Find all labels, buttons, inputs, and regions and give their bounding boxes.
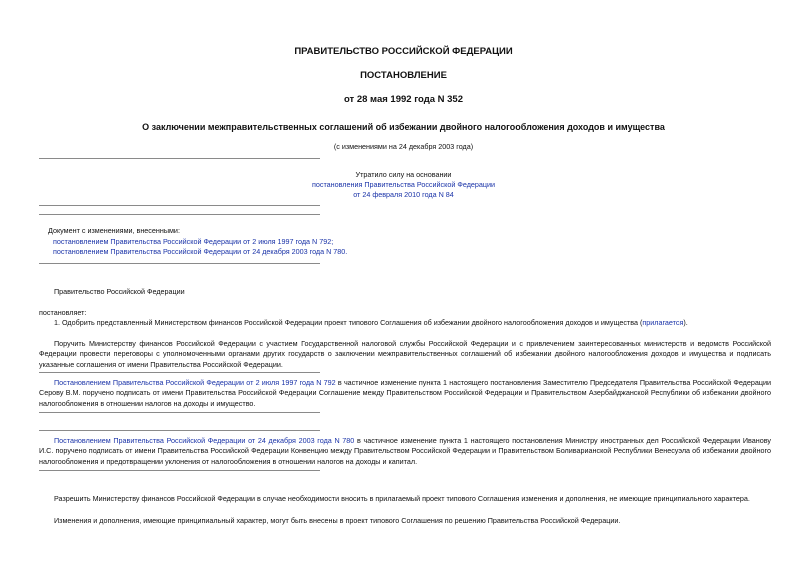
change-link-1997[interactable]: постановлением Правительства Российской Федерации от 2 июля 1997 года N 792; xyxy=(53,237,334,246)
changes-label: Документ с изменениями, внесенными: xyxy=(48,226,180,235)
paragraph-2: Поручить Министерству финансов Российской Федерации с участием Государственной налоговой службы Российской Федерации и с привлечением заинтересованных министерств и ведомств Российской Федерации провести переговоры с уполномоченными органами других государств о заключении межправительственных соглашений об избежании двойного налогообложения доходов и имущества и подписать указанные соглашения от имени Правительства Российской Федерации. xyxy=(39,339,771,369)
issuer-text: Правительство Российской Федерации xyxy=(54,287,185,296)
note-2003: Постановлением Правительства Российской Федерации от 24 декабря 2003 года N 780 в частичное изменение пункта 1 настоящего постановления Министру иностранных дел Российской Федерации Иванову И.С. поручено подписать от имени Правительства Российской Федерации Конвенцию между Правительством Российской Федерации и Правительством Боливарианской Республики Венесуэла об избежании двойного налогообложения и предотвращении уклонения от налогообложения в отношении налогов на доходы и капитал. xyxy=(39,436,771,466)
divider xyxy=(39,158,320,159)
amendment-note: (с изменениями на 24 декабря 2003 года) xyxy=(333,142,474,151)
divider xyxy=(39,470,320,471)
government-heading: ПРАВИТЕЛЬСТВО РОССИЙСКОЙ ФЕДЕРАЦИИ xyxy=(294,46,513,57)
document-title: О заключении межправительственных соглашений об избежании двойного налогообложения доходов и имущества xyxy=(142,122,665,132)
repeal-text: Утратило силу на основании xyxy=(355,170,452,179)
divider xyxy=(39,430,320,431)
document-type: ПОСТАНОВЛЕНИЕ xyxy=(360,70,447,81)
document-date-number: от 28 мая 1992 года N 352 xyxy=(343,94,464,105)
repeal-link[interactable]: постановления Правительства Российской Федерации xyxy=(311,180,496,189)
note-1997: Постановлением Правительства Российской Федерации от 2 июля 1997 года N 792 в частичное изменение пункта 1 настоящего постановления Заместителю Председателя Правительства Российской Федерации Серову В.М. поручено подписать от имени Правительства Российской Федерации Соглашение между Правительством Российской Федерации и Правительством Азербайджанской Республики об избежании двойного налогообложения в отношении налогов на доходы и имущество. xyxy=(39,378,771,408)
divider xyxy=(39,263,320,264)
divider xyxy=(39,214,320,215)
paragraph-1: 1. Одобрить представленный Министерством финансов Российской Федерации проект типового Соглашения об избежании двойного налогообложения доходов и имущества (прилагается). xyxy=(54,318,688,327)
divider xyxy=(39,372,320,373)
note-1997-link[interactable]: Постановлением Правительства Российской Федерации от 2 июля 1997 года N 792 xyxy=(54,378,336,387)
paragraph-3: Разрешить Министерству финансов Российской Федерации в случае необходимости вносить в прилагаемый проект типового Соглашения изменения и дополнения, не имеющие принципиального характера. xyxy=(54,494,750,503)
change-link-2003[interactable]: постановлением Правительства Российской Федерации от 24 декабря 2003 года N 780. xyxy=(53,247,348,256)
appendix-link[interactable]: прилагается xyxy=(642,318,684,327)
note-2003-link[interactable]: Постановлением Правительства Российской Федерации от 24 декабря 2003 года N 780 xyxy=(54,436,355,445)
divider xyxy=(39,205,320,206)
divider xyxy=(39,412,320,413)
decrees-text: постановляет: xyxy=(39,308,87,317)
paragraph-4: Изменения и дополнения, имеющие принципиальный характер, могут быть внесены в проект типового Соглашения по решению Правительства Российской Федерации. xyxy=(54,516,621,525)
repeal-link-date[interactable]: от 24 февраля 2010 года N 84 xyxy=(353,190,454,199)
